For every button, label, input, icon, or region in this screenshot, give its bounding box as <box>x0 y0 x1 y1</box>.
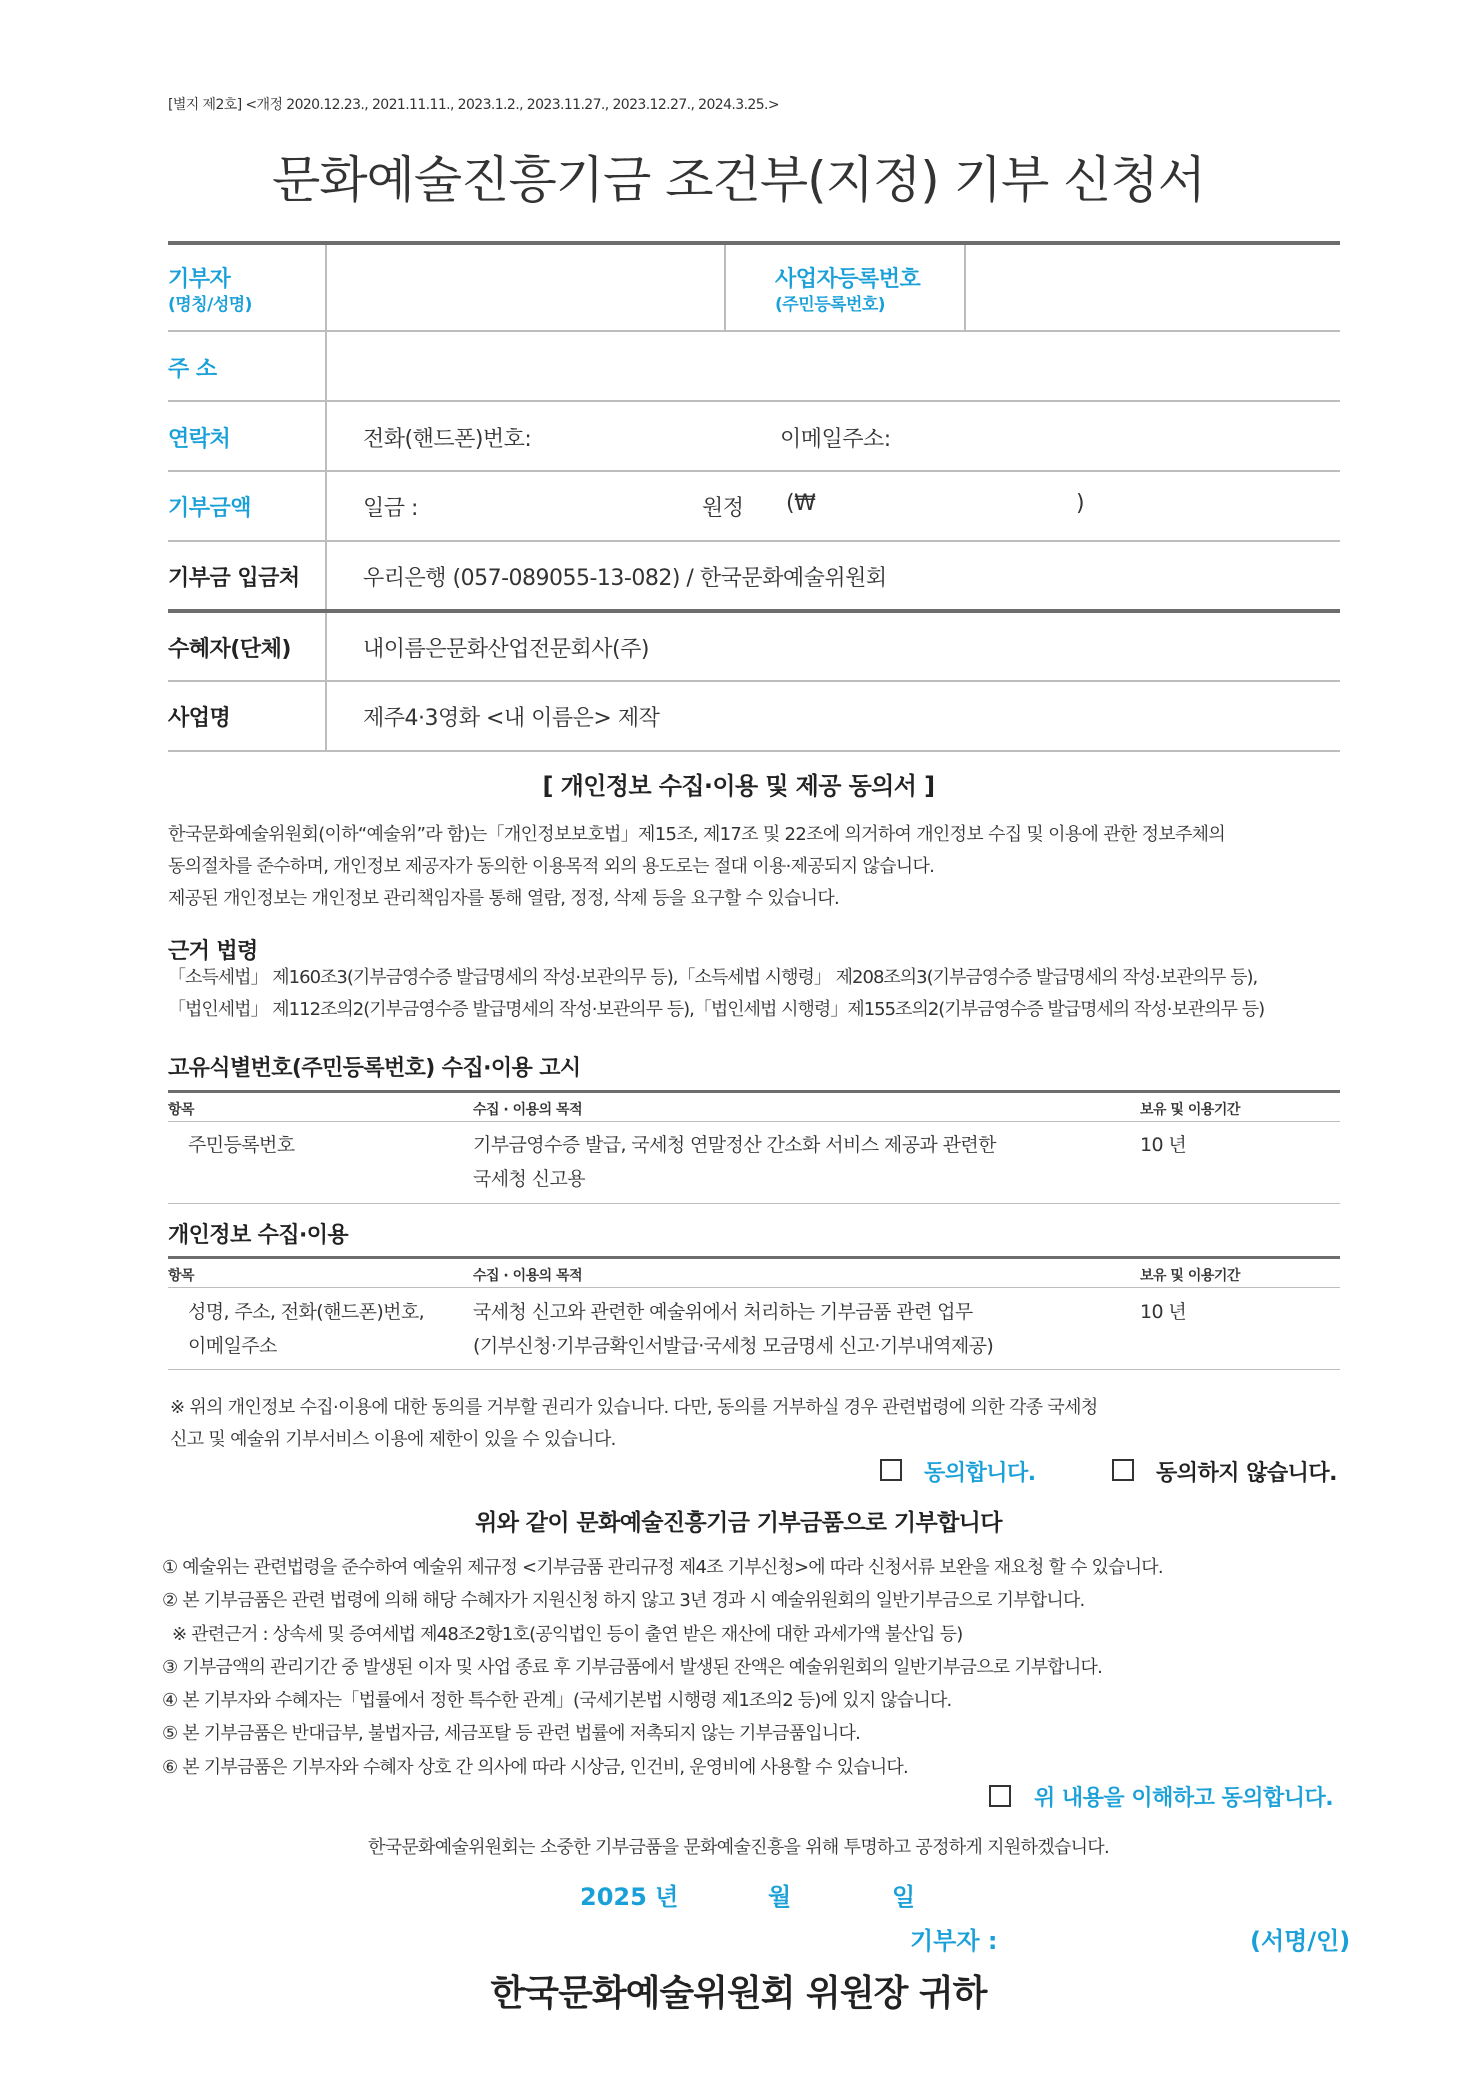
consent-notice <box>170 1392 1350 1456</box>
pi-period: 10 년 <box>1140 1301 1187 1323</box>
pledge-item: ④ 본 기부자와 수혜자는「법률에서 정한 특수한 관계」(국세기본법 시행령 제1조의2 등)에 있지 않습니다. <box>162 1690 952 1711</box>
uid-title: 고유식별번호(주민등록번호) 수집·이용 고시 <box>168 1056 581 1081</box>
pi-item-line: 이메일주소 <box>188 1335 277 1357</box>
privacy-intro <box>168 819 1348 915</box>
signer-label: 기부자 : <box>910 1927 998 1955</box>
table-top-rule <box>168 1256 1340 1259</box>
row-rule <box>168 680 1340 682</box>
account-value: 우리은행 (057-089055-13-082) / 한국문화예술위원회 <box>363 566 887 591</box>
donor-name-field[interactable] <box>328 248 722 328</box>
law-line: 「법인세법」 제112조의2(기부금영수증 발급명세의 작성·보관의무 등),「법인세법 시행령」제155조의2(기부금영수증 발급명세의 작성·보관의무 등) <box>168 999 1265 1020</box>
pledge-item: ※ 관련근거 : 상속세 및 증여세법 제48조2항1호(공익법인 등이 출연 받은 재산에 대한 과세가액 불산입 등) <box>172 1624 963 1645</box>
pi-item-line: 성명, 주소, 전화(핸드폰)번호, <box>188 1301 425 1323</box>
amount-korean-field[interactable] <box>430 478 690 534</box>
donor-sublabel: (명칭/성명) <box>168 295 252 315</box>
beneficiary-label: 수혜자(단체) <box>168 637 291 662</box>
uid-purpose-line: 국세청 신고용 <box>473 1168 585 1190</box>
signer-field[interactable] <box>1010 1914 1240 1954</box>
col-divider <box>325 613 327 680</box>
recipient-line: 한국문화예술위원회 위원장 귀하 <box>490 1973 987 2014</box>
col-divider <box>325 542 327 610</box>
bizno-field[interactable] <box>967 248 1339 328</box>
amount-number-field[interactable] <box>830 478 1070 534</box>
uid-purpose-line: 기부금영수증 발급, 국세청 연말정산 간소화 서비스 제공과 관련한 <box>473 1134 996 1156</box>
law-line: 「소득세법」 제160조3(기부금영수증 발급명세의 작성·보관의무 등),「소득세법 시행령」 제208조의3(기부금영수증 발급명세의 작성·보관의무 등), <box>168 967 1258 988</box>
date-day: 일 <box>892 1883 916 1911</box>
email-label: 이메일주소: <box>780 427 891 452</box>
address-field[interactable] <box>328 334 1338 398</box>
col-divider <box>325 245 327 330</box>
address-label: 주 소 <box>168 357 217 382</box>
footer-note: 한국문화예술위원회는 소중한 기부금품을 문화예술진흥을 위해 투명하고 공정하게 지원하겠습니다. <box>367 1837 1110 1858</box>
bizno-sublabel: (주민등록번호) <box>775 295 886 315</box>
pledge-agree-label[interactable]: 위 내용을 이해하고 동의합니다. <box>1034 1786 1334 1811</box>
pledge-item: ② 본 기부금품은 관련 법령에 의해 해당 수혜자가 지원신청 하지 않고 3년 경과 시 예술위원회의 일반기부금으로 기부합니다. <box>162 1590 1085 1611</box>
col-item-header: 항목 <box>168 1268 195 1284</box>
pi-item <box>188 1295 424 1363</box>
table-top-rule <box>168 1090 1340 1093</box>
account-label: 기부금 입금처 <box>168 566 300 591</box>
col-divider <box>325 332 327 400</box>
col-divider <box>724 245 726 330</box>
col-item-header: 항목 <box>168 1102 195 1118</box>
agree-label[interactable]: 동의합니다. <box>924 1461 1036 1486</box>
page-title: 문화예술진흥기금 조건부(지정) 기부 신청서 <box>271 151 1206 209</box>
privacy-title: [ 개인정보 수집·이용 및 제공 동의서 ] <box>542 772 935 800</box>
pledge-agree-checkbox[interactable] <box>989 1785 1011 1807</box>
pledge-title: 위와 같이 문화예술진흥기금 기부금품으로 기부합니다 <box>475 1510 1002 1536</box>
col-divider <box>964 245 966 330</box>
col-period-header: 보유 및 이용기간 <box>1140 1268 1240 1284</box>
row-rule <box>168 1369 1340 1370</box>
pledge-item: ① 예술위는 관련법령을 준수하여 예술위 제규정 <기부금품 관리규정 제4조 기부신청>에 따라 신청서류 보완을 재요청 할 수 있습니다. <box>162 1557 1163 1578</box>
privacy-intro-line: 동의절차를 준수하며, 개인정보 제공자가 동의한 이용목적 외의 용도로는 절대 이용·제공되지 않습니다. <box>168 856 935 877</box>
uid-item: 주민등록번호 <box>188 1134 295 1156</box>
date-month: 월 <box>768 1883 792 1911</box>
revision-note: [별지 제2호] <개정 2020.12.23., 2021.11.11., 2023.1.2., 2023.11.27., 2023.12.27., 2024.3.25.> <box>168 97 780 113</box>
disagree-checkbox[interactable] <box>1112 1459 1134 1481</box>
agree-checkbox[interactable] <box>880 1459 902 1481</box>
date-year: 2025 년 <box>580 1883 679 1911</box>
col-purpose-header: 수집 · 이용의 목적 <box>473 1102 583 1118</box>
pi-purpose-line: 국세청 신고와 관련한 예술위에서 처리하는 기부금품 관련 업무 <box>473 1301 973 1323</box>
law-lines <box>168 962 1348 1026</box>
privacy-intro-line: 한국문화예술위원회(이하“예술위”라 함)는「개인정보보호법」제15조, 제17조 및 22조에 의거하여 개인정보 수집 및 이용에 관한 정보주체의 <box>168 824 1226 845</box>
col-divider <box>325 402 327 470</box>
privacy-intro-line: 제공된 개인정보는 개인정보 관리책임자를 통해 열람, 정정, 삭제 등을 요구할 수 있습니다. <box>168 888 840 909</box>
row-rule <box>168 1203 1340 1204</box>
form-top-rule <box>168 241 1340 245</box>
row-rule <box>168 750 1340 752</box>
amount-label: 기부금액 <box>168 496 252 521</box>
uid-purpose <box>473 1128 996 1196</box>
amount-won-text: 원정 <box>702 496 744 521</box>
consent-notice-line: ※ 위의 개인정보 수집·이용에 대한 동의를 거부할 권리가 있습니다. 다만, 동의를 거부하실 경우 관련법령에 의한 각종 국세청 <box>170 1397 1098 1418</box>
pi-purpose-line: (기부신청·기부금확인서발급·국세청 모금명세 신고·기부내역제공) <box>473 1335 994 1357</box>
project-value: 제주4·3영화 <내 이름은> 제작 <box>363 706 660 731</box>
col-period-header: 보유 및 이용기간 <box>1140 1102 1240 1118</box>
section-rule <box>168 609 1340 613</box>
col-divider <box>325 682 327 750</box>
beneficiary-value: 내이름은문화산업전문회사(주) <box>363 637 649 662</box>
pledge-item: ③ 기부금액의 관리기간 중 발생된 이자 및 사업 종료 후 기부금품에서 발생된 잔액은 예술위원회의 일반기부금으로 기부합니다. <box>162 1657 1103 1678</box>
phone-field[interactable] <box>540 408 770 464</box>
consent-notice-line: 신고 및 예술위 기부서비스 이용에 제한이 있을 수 있습니다. <box>170 1429 616 1450</box>
sign-seal-label: (서명/인) <box>1250 1927 1351 1955</box>
bizno-label: 사업자등록번호 <box>775 267 921 292</box>
law-title: 근거 법령 <box>168 939 258 964</box>
uid-period: 10 년 <box>1140 1134 1187 1156</box>
pi-purpose <box>473 1295 993 1363</box>
header-rule <box>168 1121 1340 1122</box>
phone-label: 전화(핸드폰)번호: <box>363 427 532 452</box>
disagree-label[interactable]: 동의하지 않습니다. <box>1156 1461 1338 1486</box>
pledge-item: ⑤ 본 기부금품은 반대급부, 불법자금, 세금포탈 등 관련 법률에 저촉되지 않는 기부금품입니다. <box>162 1723 860 1744</box>
row-rule <box>168 540 1340 542</box>
project-label: 사업명 <box>168 706 231 731</box>
amount-paren-open: (₩ <box>786 491 816 516</box>
contact-label: 연락처 <box>168 427 231 452</box>
col-divider <box>325 472 327 540</box>
header-rule <box>168 1287 1340 1288</box>
pi-title: 개인정보 수집·이용 <box>168 1223 349 1248</box>
row-rule <box>168 330 1340 332</box>
donor-label: 기부자 <box>168 267 231 292</box>
row-rule <box>168 470 1340 472</box>
email-field[interactable] <box>900 408 1330 464</box>
pledge-item: ⑥ 본 기부금품은 기부자와 수혜자 상호 간 의사에 따라 시상금, 인건비, 운영비에 사용할 수 있습니다. <box>162 1757 908 1778</box>
col-purpose-header: 수집 · 이용의 목적 <box>473 1268 583 1284</box>
row-rule <box>168 400 1340 402</box>
amount-prefix: 일금 : <box>363 496 418 521</box>
amount-paren-close: ) <box>1076 491 1085 516</box>
